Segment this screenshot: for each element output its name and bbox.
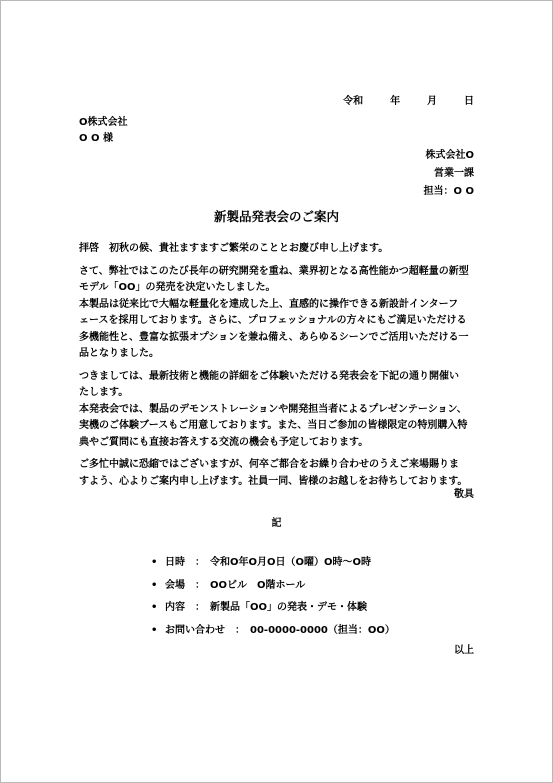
recipient-block [79,115,128,147]
bullet-icon: • [151,557,158,568]
end-mark: 以上 [454,645,474,656]
sender-person: 担当：O O [423,186,474,197]
era: 令和 [343,96,364,107]
detail-content: 内容 ： 新製品「OO」の発表・デモ・体験 [165,602,368,613]
list-item [151,555,395,578]
body-line: 本製品は従来比で大幅な軽量化を達成した上、直感的に操作できる新設計インターフ [79,298,459,310]
body-line: 品となりました。 [79,348,159,359]
document-title: 新製品発表会のご案内 [213,209,339,224]
list-item [151,623,395,646]
body-line: すよう、心よりご案内申し上げます。社員一同、皆様のお越しをお待ちしております。 [79,475,468,487]
bullet-icon: • [151,602,158,613]
letter-date [343,94,474,111]
recipient-company: O株式会社 [79,117,128,128]
greeting: 拝啓 初秋の候、貴社ますますご繁栄のこととお慶び申し上げます。 [79,243,389,254]
body-line: モデル「OO」の発売を決定いたしました。 [79,282,276,293]
sender-dept: 営業一課 [434,168,474,179]
paragraph-3 [79,457,479,490]
sender-company: 株式会社O [425,150,474,161]
year-label: 年 [390,96,401,107]
detail-datetime: 日時 ： 令和O年O月O日（O曜）O時～O時 [165,557,372,568]
body-line: ェースを採用しております。さらに、プロフェッショナルの方々にもご満足いただける [79,315,467,326]
letter-body [79,241,479,496]
detail-venue: 会場 ： OOビル O階ホール [165,579,306,591]
paragraph-2 [79,369,479,452]
body-line: たします。 [79,387,129,398]
ki-heading: 記 [271,518,282,529]
bullet-icon: • [151,579,158,591]
list-item [151,578,395,601]
body-line: ご多忙中誠に恐縮ではございますが、何卒ご都合をお繰り合わせのうえご来場賜りま [79,459,459,470]
body-line: 実機のご体験ブースもご用意しております。また、当日ご参加の皆様限定の特別購入特 [79,420,468,431]
body-line: 本発表会では、製品のデモンストレーションや開発担当者によるプレゼンテーション、 [79,403,467,415]
recipient-name: O O 様 [79,133,113,144]
body-line: さて、弊社ではこのたび長年の研究開発を重ね、業界初となる高性能かつ超軽量の新型 [79,265,469,277]
closing-keigu: 敬具 [454,489,474,500]
detail-contact: お問い合わせ ： 00-0000-0000（担当：OO） [165,624,395,636]
body-line: 典やご質問にも直接お答えする交流の機会も予定しております。 [79,436,369,448]
body-line: 多機能性と、豊富な拡張オプションを兼ね備え、あらゆるシーンでご活用いただける一 [79,331,469,343]
paragraph-1 [79,264,479,363]
month-label: 月 [427,96,438,107]
sender-block [424,147,474,201]
day-label: 日 [464,96,474,107]
body-line: つきましては、最新技術と機能の詳細をご体験いただける発表会を下記の通り開催い [79,370,459,382]
bullet-icon: • [151,624,158,636]
list-item [151,600,395,623]
details-list [151,555,395,645]
